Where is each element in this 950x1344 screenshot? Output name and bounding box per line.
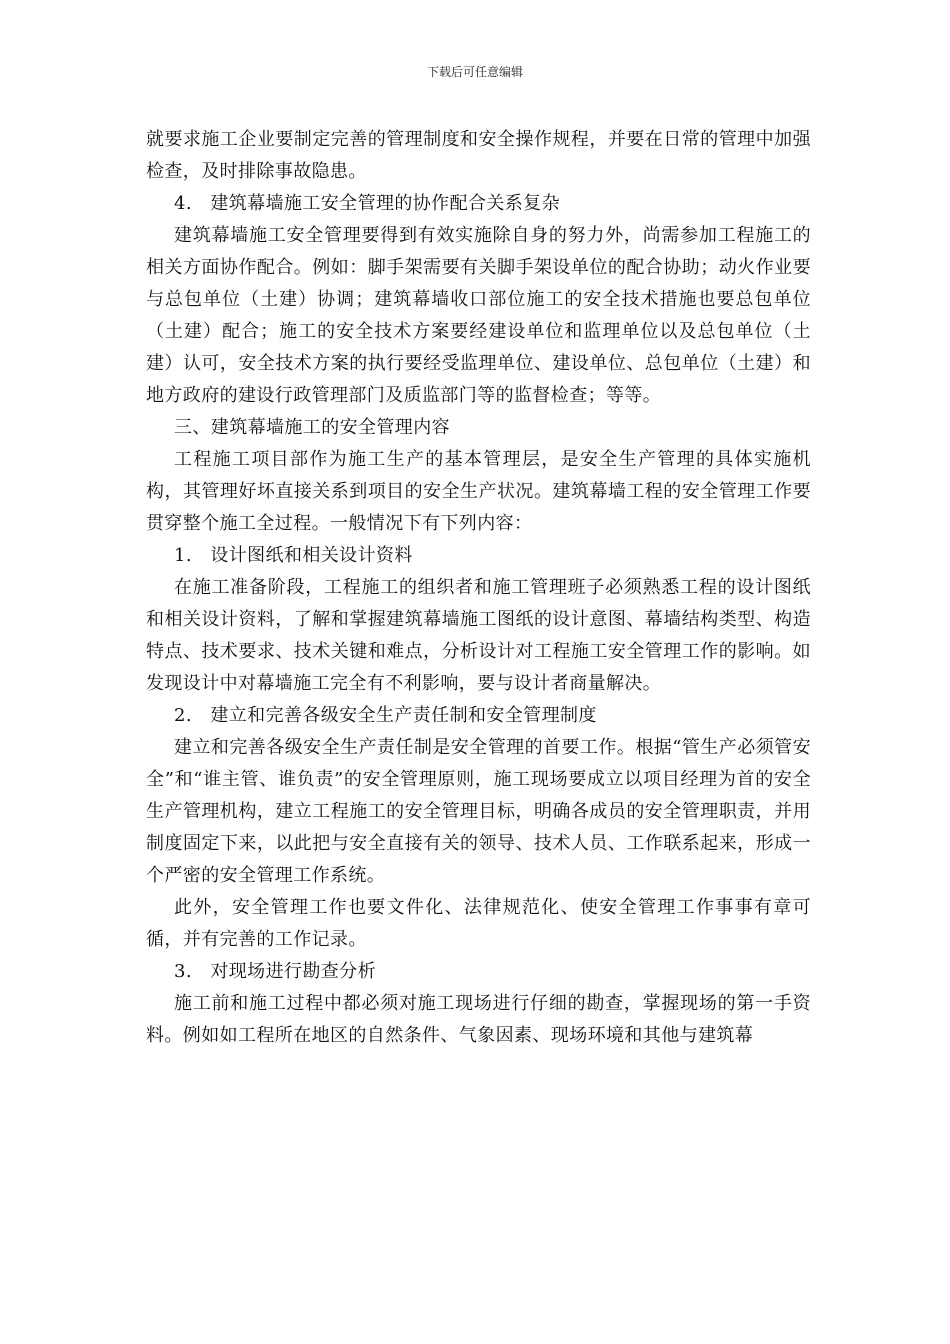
- paragraph-design-drawings: 在施工准备阶段，工程施工的组织者和施工管理班子必须熟悉工程的设计图纸和相关设计资料，了解和掌握建筑幕墙施工图纸的设计意图、幕墙结构类型、构造特点、技术要求、技术关键和难点，分析设计对工程施工安全管理工作的影响。如发现设计中对幕墙施工完全有不利影响，要与设计者商量解决。: [146, 577, 811, 694]
- section-heading-three: 三、建筑幕墙施工的安全管理内容: [174, 417, 450, 438]
- paragraph-coordination: 建筑幕墙施工安全管理要得到有效实施除自身的努力外，尚需参加工程施工的相关方面协作配合。例如：脚手架需要有关脚手架设单位的配合协助；动火作业要与总包单位（土建）协调；建筑幕墙收口部位施工的安全技术措施也要总包单位（土建）配合；施工的安全技术方案要经建设单位和监理单位以及总包单位（土建）认可，安全技术方案的执行要经受监理单位、建设单位、总包单位（土建）和地方政府的建设行政管理部门及质监部门等的监督检查；等等。: [146, 225, 811, 406]
- paragraph-site-survey: 施工前和施工过程中都必须对施工现场进行仔细的勘查，掌握现场的第一手资料。例如如工程所在地区的自然条件、气象因素、现场环境和其他与建筑幕: [146, 993, 811, 1046]
- page-header: 下载后可任意编辑: [426, 65, 523, 79]
- section-heading-2: 2. 建立和完善各级安全生产责任制和安全管理制度: [174, 705, 597, 726]
- section-heading-1: 1. 设计图纸和相关设计资料: [174, 545, 413, 566]
- section-heading-4: 4. 建筑幕墙施工安全管理的协作配合关系复杂: [174, 193, 560, 214]
- paragraph-continuation: 就要求施工企业要制定完善的管理制度和安全操作规程，并要在日常的管理中加强检查，及时排除事故隐患。: [146, 129, 811, 182]
- paragraph-responsibility: 建立和完善各级安全生产责任制是安全管理的首要工作。根据“管生产必须管安全”和“谁主管、谁负责”的安全管理原则，施工现场要成立以项目经理为首的安全生产管理机构，建立工程施工的安全管理目标，明确各成员的安全管理职责，并用制度固定下来，以此把与安全直接有关的领导、技术人员、工作联系起来，形成一个严密的安全管理工作系统。: [146, 737, 811, 886]
- document-body: [146, 124, 811, 1052]
- paragraph-documentation: 此外，安全管理工作也要文件化、法律规范化、使安全管理工作事事有章可循，并有完善的工作记录。: [146, 897, 811, 950]
- paragraph-project-management: 工程施工项目部作为施工生产的基本管理层，是安全生产管理的具体实施机构，其管理好坏直接关系到项目的安全生产状况。建筑幕墙工程的安全管理工作要贯穿整个施工全过程。一般情况下有下列内容：: [146, 449, 811, 534]
- section-heading-3: 3. 对现场进行勘查分析: [174, 961, 376, 982]
